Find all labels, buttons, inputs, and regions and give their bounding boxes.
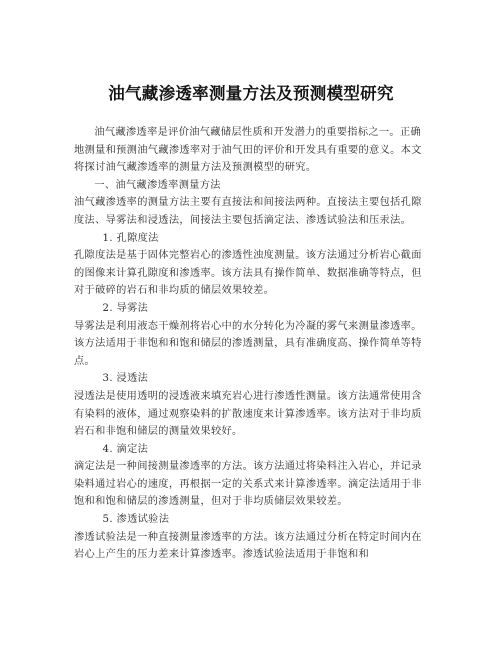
method-paragraph-fog: 导雾法是利用液态干燥剂将岩心中的水分转化为冷凝的雾气来测量渗透率。该方法适用于非饱和和饱和储层的渗透测量，具有准确度高、操作简单等特点。 (74, 320, 422, 367)
section-heading: 一、油气藏渗透率测量方法 (94, 179, 221, 191)
method-heading-fog: 2. 导雾法 (102, 302, 149, 314)
method-heading-permeation-test: 5. 渗透试验法 (102, 514, 170, 526)
method-heading-porosity: 1. 孔隙度法 (102, 232, 159, 244)
method-paragraph-permeation-test: 渗透试验法是一种直接测量渗透率的方法。该方法通过分析在特定时间内在岩心上产生的压力差来计算渗透率。渗透试验法适用于非饱和和 (74, 531, 422, 561)
intro-paragraph: 油气藏渗透率是评价油气藏储层性质和开发潜力的重要指标之一。正确地测量和预测油气藏渗透率对于油气田的评价和开发具有重要的意义。本文将探讨油气藏渗透率的测量方法及预测模型的研究。 (74, 127, 422, 174)
document-title: 油气藏渗透率测量方法及预测模型研究 (108, 84, 394, 103)
method-paragraph-immersion: 浸透法是使用透明的浸透液来填充岩心进行渗透性测量。该方法通常使用含有染料的液体，通过观察染料的扩散速度来计算渗透率。该方法对于非均质岩石和非饱和储层的测量效果较好。 (74, 390, 422, 438)
method-paragraph-porosity: 孔隙度法是基于固体完整岩心的渗透性浊度测量。该方法通过分析岩心截面的图像来计算孔隙度和渗透率。该方法具有操作简单、数据准确等特点，但对于破碎的岩石和非均质的储层效果较差。 (74, 250, 422, 297)
section-overview-paragraph: 油气藏渗透率的测量方法主要有直接法和间接法两种。直接法主要包括孔隙度法、导雾法和浸透法，间接法主要包括滴定法、渗透试验法和压汞法。 (74, 197, 422, 226)
method-paragraph-titration: 滴定法是一种间接测量渗透率的方法。该方法通过将染料注入岩心，并记录染料通过岩心的速度，再根据一定的关系式来计算渗透率。滴定法适用于非饱和和饱和储层的渗透测量，但对于非均质储层效果较差。 (74, 461, 422, 508)
method-heading-titration: 4. 滴定法 (102, 443, 149, 455)
document-body (74, 124, 430, 564)
method-heading-immersion: 3. 浸透法 (102, 373, 149, 385)
